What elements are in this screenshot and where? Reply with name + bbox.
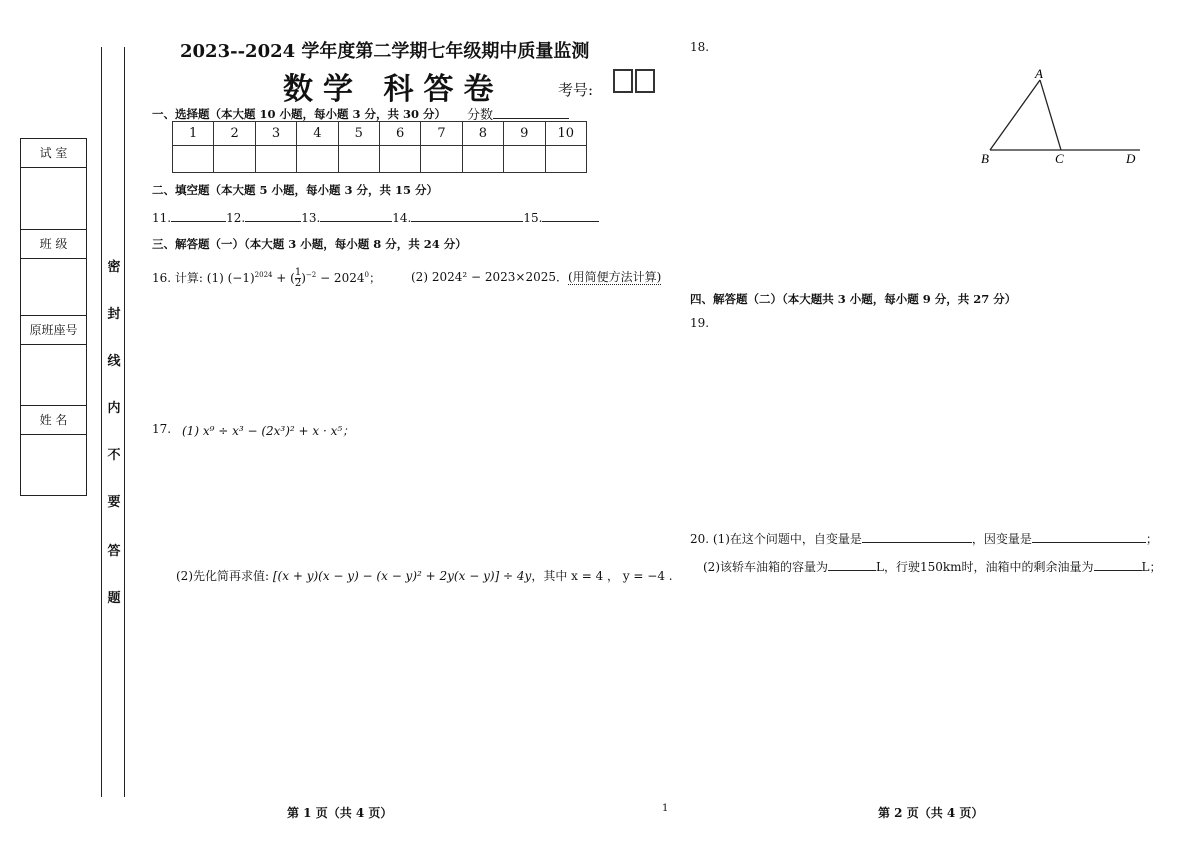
seal-line-left: [101, 47, 102, 797]
question-number: 7: [421, 122, 462, 146]
fill-blank-row: [152, 209, 599, 225]
q17-part2-prefix: (2)先化简再求值:: [176, 569, 270, 583]
question-number: 1: [173, 122, 214, 146]
q20-line2-mid: L，行驶150km时，油箱中的剩余油量为: [876, 560, 1094, 574]
name-label: 姓 名: [21, 406, 86, 435]
answer-cell[interactable]: [214, 146, 255, 173]
independent-variable-blank[interactable]: [862, 530, 972, 543]
answer-cell[interactable]: [462, 146, 503, 173]
blank-number: 11.: [152, 211, 172, 225]
answer-grid: [172, 121, 587, 173]
answer-blank[interactable]: [245, 209, 301, 222]
answer-grid-numbers: [173, 122, 587, 146]
q20-line2: [703, 558, 1162, 575]
triangle-figure: [975, 64, 1150, 169]
q16-part2: [411, 268, 661, 285]
question-number: 4: [297, 122, 338, 146]
question-number: 3: [255, 122, 296, 146]
seal-char: 密: [107, 260, 121, 275]
seal-char: 内: [107, 401, 121, 416]
score-label: 分数: [467, 108, 494, 123]
seal-char: 不: [107, 448, 121, 463]
answer-cell[interactable]: [297, 146, 338, 173]
q16-part2-expression: (2) 2024² − 2023×2025．: [411, 270, 568, 284]
exam-number-box[interactable]: [635, 69, 655, 93]
vertex-b-label: B: [981, 151, 989, 166]
q20-line1: [690, 530, 1158, 547]
q18-label: 18.: [690, 40, 710, 54]
question-number: 2: [214, 122, 255, 146]
q16-part2-note: (用简便方法计算): [567, 270, 662, 284]
seat-number-label: 原班座号: [21, 316, 86, 345]
blank-number: 12.: [226, 211, 246, 225]
q17-part2-expression: [(x + y)(x − y) − (x − y)² + 2y(x − y)] ÷ 4y: [272, 569, 532, 583]
question-number: 9: [504, 122, 545, 146]
answer-grid-answers: [173, 146, 587, 173]
answer-blank[interactable]: [542, 209, 599, 222]
q20-line2-prefix: (2)该轿车油箱的容量为: [703, 560, 828, 574]
section3-heading: 三、解答题（一）（本大题 3 小题，每小题 8 分，共 24 分）: [152, 237, 467, 251]
q20-line1-end: ；: [1145, 532, 1158, 546]
answer-cell[interactable]: [338, 146, 379, 173]
answer-cell[interactable]: [504, 146, 545, 173]
answer-cell[interactable]: [379, 146, 420, 173]
seal-char: 线: [107, 354, 121, 369]
student-info-box: [20, 138, 87, 496]
seal-char: 题: [107, 591, 121, 606]
q20-line1-mid: ，因变量是: [971, 532, 1032, 546]
side-ab: [990, 80, 1040, 150]
exam-number-label: 考号:: [558, 81, 594, 99]
score-blank[interactable]: [493, 106, 569, 119]
q19-label: 19.: [690, 316, 710, 330]
q17-part2-suffix: ，其中 x = 4 ， y = −4 .: [531, 569, 673, 583]
page2-footer: 第 2 页（共 4 页）: [878, 806, 984, 820]
exam-title: 2023--2024 学年度第二学期七年级期中质量监测: [180, 41, 590, 62]
answer-blank[interactable]: [171, 209, 226, 222]
seal-char: 要: [107, 495, 121, 510]
q17-label: 17.: [152, 422, 172, 436]
question-number: 6: [379, 122, 420, 146]
exam-room-label: 试 室: [21, 139, 86, 168]
answer-cell[interactable]: [545, 146, 586, 173]
answer-blank[interactable]: [320, 209, 392, 222]
answer-cell[interactable]: [173, 146, 214, 173]
blank-number: 14.: [392, 211, 412, 225]
page1-footer: 第 1 页（共 4 页）: [287, 806, 393, 820]
seal-char: 封: [107, 307, 121, 322]
center-page-number: 1: [662, 803, 669, 814]
q17-part1: (1) x⁹ ÷ x³ − (2x³)² + x · x⁵；: [182, 424, 355, 438]
class-label: 班 级: [21, 230, 86, 259]
q17-part2: [176, 567, 673, 584]
q20-line1-prefix: 20. (1)在这个问题中，自变量是: [690, 532, 862, 546]
q20-line2-end: L；: [1141, 560, 1162, 574]
seal-char: 答: [107, 544, 121, 559]
exam-number-box[interactable]: [613, 69, 633, 93]
dependent-variable-blank[interactable]: [1032, 530, 1146, 543]
section4-heading: 四、解答题（二）（本大题共 3 小题，每小题 9 分，共 27 分）: [690, 292, 1017, 306]
q16-expression: $(-1)^{2024}$ + ( $\frac{1}{2}$ )$^{-2} - 2024^0$；: [227, 267, 381, 289]
blank-number: 13.: [301, 211, 321, 225]
answer-blank[interactable]: [411, 209, 523, 222]
vertex-c-label: C: [1055, 151, 1064, 166]
tank-capacity-blank[interactable]: [828, 558, 876, 571]
answer-cell[interactable]: [421, 146, 462, 173]
remaining-fuel-blank[interactable]: [1094, 558, 1142, 571]
subject-title: 数学 科答卷: [283, 72, 504, 107]
q16-part1: [152, 268, 381, 289]
seal-line-right: [124, 47, 125, 797]
vertex-a-label: A: [1035, 66, 1043, 81]
answer-cell[interactable]: [255, 146, 296, 173]
question-number: 8: [462, 122, 503, 146]
section1-heading: 一、选择题（本大题 10 小题，每小题 3 分，共 30 分）: [152, 107, 447, 121]
section2-heading: 二、填空题（本大题 5 小题，每小题 3 分，共 15 分）: [152, 183, 439, 197]
question-number: 10: [545, 122, 586, 146]
question-number: 5: [338, 122, 379, 146]
blank-number: 15.: [523, 211, 543, 225]
side-ac: [1040, 80, 1061, 150]
point-d-label: D: [1126, 151, 1136, 166]
q16-label: 16. 计算: (1): [152, 271, 224, 285]
